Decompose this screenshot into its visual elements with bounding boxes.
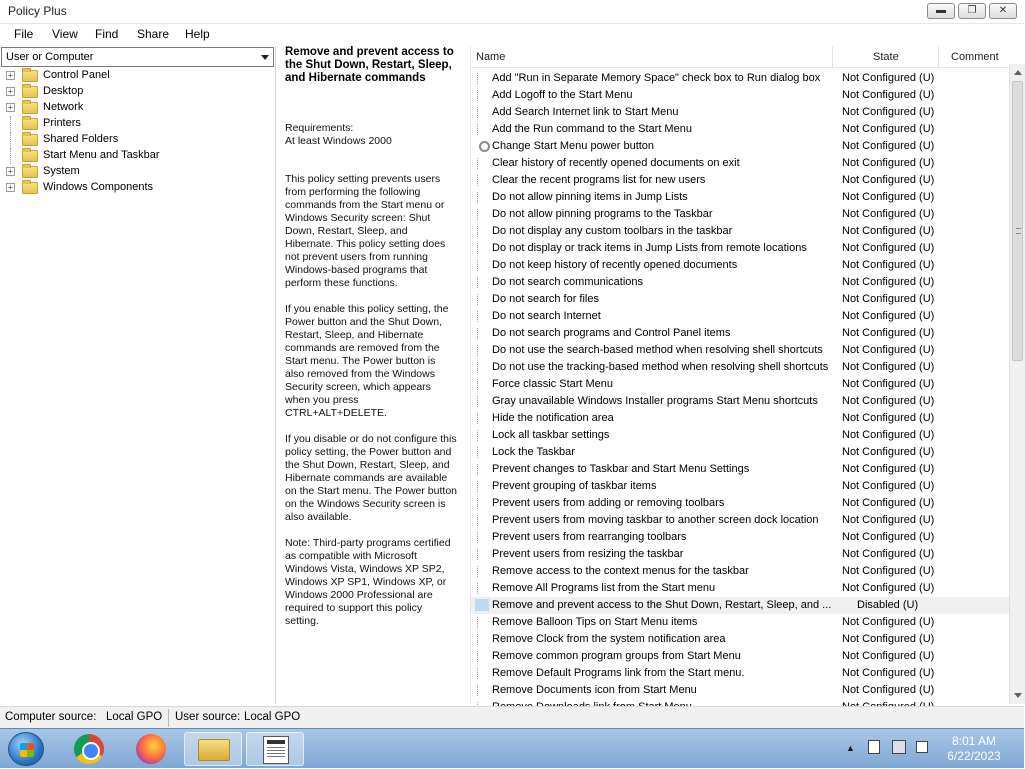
chrome-icon [74, 734, 104, 764]
policy-state: Not Configured (U) [842, 72, 935, 84]
policy-icon [477, 192, 483, 203]
policy-name: Gray unavailable Windows Installer programs Start Menu shortcuts [492, 395, 818, 407]
policy-name: Do not display or track items in Jump Lists from remote locations [492, 242, 807, 254]
policy-icon [477, 260, 483, 271]
clock-time: 8:01 AM [951, 734, 997, 748]
column-header-comment[interactable]: Comment [951, 51, 999, 63]
table-row[interactable] [471, 393, 1009, 410]
policy-state: Not Configured (U) [842, 429, 935, 441]
column-separator[interactable] [938, 46, 939, 68]
menu-bar [0, 24, 1024, 44]
status-bar [0, 706, 1024, 728]
tree-item[interactable] [6, 148, 271, 164]
policy-icon [477, 566, 483, 577]
table-row[interactable] [471, 206, 1009, 223]
policy-icon [477, 362, 483, 373]
tree-item[interactable] [6, 164, 271, 180]
volume-muted-icon[interactable] [916, 741, 928, 753]
table-row[interactable] [471, 87, 1009, 104]
action-center-icon[interactable] [868, 740, 880, 754]
section-select-value: User or Computer [6, 51, 94, 63]
policy-name: Do not search communications [492, 276, 644, 288]
policy-name: Hide the notification area [492, 412, 614, 424]
tree-item[interactable] [6, 68, 271, 84]
policy-name: Remove and prevent access to the Shut Down, Restart, Sleep, and ... [492, 599, 832, 611]
menu-share[interactable]: Share [137, 27, 170, 41]
policy-icon [477, 651, 483, 662]
policy-state: Not Configured (U) [842, 633, 935, 645]
policy-name: Prevent users from moving taskbar to another screen dock location [492, 514, 819, 526]
policy-icon [477, 243, 483, 254]
policy-state: Not Configured (U) [842, 412, 935, 424]
menu-view[interactable]: View [52, 27, 78, 41]
policy-name: Lock the Taskbar [492, 446, 575, 458]
requirements-value: At least Windows 2000 [285, 135, 392, 147]
policy-state: Disabled (U) [857, 599, 919, 611]
column-separator[interactable] [832, 46, 833, 68]
policy-state: Not Configured (U) [842, 650, 935, 662]
title-bar [0, 0, 1024, 24]
policy-name: Prevent users from adding or removing toolbars [492, 497, 725, 509]
tree-item-label: Desktop [43, 85, 84, 97]
policy-state: Not Configured (U) [842, 242, 935, 254]
network-icon[interactable] [892, 740, 906, 754]
clock-date: 6/22/2023 [947, 749, 1001, 763]
policy-icon [477, 277, 483, 288]
policy-icon [477, 345, 483, 356]
policy-state: Not Configured (U) [842, 259, 935, 271]
scroll-up-icon[interactable] [1014, 70, 1022, 75]
policy-name: Remove Clock from the system notification area [492, 633, 726, 645]
policy-icon [477, 226, 483, 237]
chevron-down-icon [261, 55, 269, 60]
policy-icon [477, 175, 483, 186]
policy-name: Remove access to the context menus for the taskbar [492, 565, 749, 577]
section-select[interactable] [1, 47, 274, 67]
policy-state: Not Configured (U) [842, 225, 935, 237]
folder-icon [22, 86, 38, 98]
window-title: Policy Plus [8, 4, 67, 18]
table-row[interactable] [471, 104, 1009, 121]
folder-icon [22, 134, 38, 146]
policy-state: Not Configured (U) [842, 395, 935, 407]
policy-state: Not Configured (U) [842, 463, 935, 475]
policy-state: Not Configured (U) [842, 106, 935, 118]
table-row[interactable] [471, 682, 1009, 699]
policy-name: Remove All Programs list from the Start menu [492, 582, 716, 594]
policy-name: Do not allow pinning items in Jump Lists [492, 191, 688, 203]
policy-state: Not Configured (U) [842, 531, 935, 543]
policy-state: Not Configured (U) [842, 480, 935, 492]
tree-item[interactable] [6, 84, 271, 100]
firefox-icon [136, 734, 166, 764]
policy-state: Not Configured (U) [842, 310, 935, 322]
policy-state: Not Configured (U) [842, 378, 935, 390]
close-button[interactable]: ✕ [989, 3, 1017, 19]
tree-item-label: Start Menu and Taskbar [43, 149, 160, 161]
policy-name: Do not keep history of recently opened documents [492, 259, 738, 271]
status-divider [168, 709, 169, 727]
scroll-down-icon[interactable] [1014, 693, 1022, 698]
taskbar-firefox[interactable] [122, 732, 180, 766]
table-row[interactable] [471, 546, 1009, 563]
policy-name: Add Search Internet link to Start Menu [492, 106, 679, 118]
policy-state: Not Configured (U) [842, 89, 935, 101]
table-row[interactable] [471, 427, 1009, 444]
tree-item-label: System [43, 165, 80, 177]
policy-icon [477, 498, 483, 509]
folder-icon [22, 150, 38, 162]
table-row[interactable] [471, 648, 1009, 665]
policy-state: Not Configured (U) [842, 497, 935, 509]
description-paragraph-3: If you disable or do not configure this policy setting, the Power button and the Shut Down, Restart, Sleep, and Hibernate commands are available on the Start menu. The Power button on the Windows Security screen is also available. [285, 433, 460, 523]
policy-name: Prevent users from rearranging toolbars [492, 531, 687, 543]
vertical-scrollbar[interactable] [1009, 64, 1025, 704]
table-row[interactable] [471, 376, 1009, 393]
table-row[interactable] [471, 410, 1009, 427]
table-row[interactable] [471, 597, 1009, 614]
policy-icon [477, 294, 483, 305]
start-button[interactable] [8, 732, 44, 766]
policy-state: Not Configured (U) [842, 361, 935, 373]
policy-state: Not Configured (U) [842, 140, 935, 152]
policy-name: Remove Balloon Tips on Start Menu items [492, 616, 698, 628]
table-row[interactable] [471, 495, 1009, 512]
table-row[interactable] [471, 529, 1009, 546]
policy-name: Do not allow pinning programs to the Taskbar [492, 208, 713, 220]
taskbar-file-explorer[interactable] [184, 732, 242, 766]
policy-state: Not Configured (U) [842, 293, 935, 305]
policy-name: Prevent users from resizing the taskbar [492, 548, 684, 560]
policy-state: Not Configured (U) [842, 616, 935, 628]
policy-name: Lock all taskbar settings [492, 429, 610, 441]
computer-source-label: Computer source: [5, 711, 97, 723]
policy-name: Force classic Start Menu [492, 378, 614, 390]
policy-icon [477, 328, 483, 339]
policy-icon [477, 685, 483, 696]
clock[interactable] [944, 734, 1004, 764]
policy-icon [477, 158, 483, 169]
policy-name: Do not search Internet [492, 310, 601, 322]
policy-state: Not Configured (U) [842, 191, 935, 203]
expand-icon[interactable]: + [6, 167, 15, 176]
tree-line [10, 148, 11, 164]
expand-icon[interactable]: + [6, 87, 15, 96]
policy-icon [477, 379, 483, 390]
table-row[interactable] [471, 614, 1009, 631]
policy-icon [477, 413, 483, 424]
policy-icon [477, 549, 483, 560]
taskbar-chrome[interactable] [60, 732, 118, 766]
maximize-button[interactable]: ❐ [958, 3, 986, 19]
table-row[interactable] [471, 138, 1009, 155]
policy-plus-icon [263, 736, 289, 764]
policy-name: Do not search programs and Control Panel items [492, 327, 731, 339]
policy-title: Remove and prevent access to the Shut Down, Restart, Sleep, and Hibernate commands [285, 46, 454, 84]
user-source-value[interactable]: Local GPO [244, 711, 301, 723]
policy-state: Not Configured (U) [842, 123, 935, 135]
requirements-label: Requirements: [285, 122, 354, 134]
tree-item-label: Printers [43, 117, 81, 129]
policy-icon [475, 599, 489, 611]
policy-description-pane [277, 46, 468, 704]
table-row[interactable] [471, 342, 1009, 359]
table-row[interactable] [471, 461, 1009, 478]
policy-state: Not Configured (U) [842, 548, 935, 560]
expand-icon[interactable]: + [6, 183, 15, 192]
table-row[interactable] [471, 223, 1009, 240]
table-row[interactable] [471, 665, 1009, 682]
policy-name: Remove Documents icon from Start Menu [492, 684, 697, 696]
policy-state: Not Configured (U) [842, 276, 935, 288]
policy-icon [477, 532, 483, 543]
policy-name: Do not search for files [492, 293, 599, 305]
table-row[interactable] [471, 155, 1009, 172]
policy-state: Not Configured (U) [842, 327, 935, 339]
policy-name: Clear history of recently opened documents on exit [492, 157, 740, 169]
table-row[interactable] [471, 274, 1009, 291]
policy-name: Add "Run in Separate Memory Space" check box to Run dialog box [492, 72, 821, 84]
policy-state: Not Configured (U) [842, 514, 935, 526]
category-pane [0, 46, 276, 704]
menu-help[interactable]: Help [185, 27, 210, 41]
policy-icon [477, 311, 483, 322]
policy-state: Not Configured (U) [842, 446, 935, 458]
policy-state: Not Configured (U) [842, 174, 935, 186]
tree-line [10, 116, 11, 132]
table-row[interactable] [471, 478, 1009, 495]
policy-list [470, 46, 1024, 704]
policy-name: Do not display any custom toolbars in the taskbar [492, 225, 733, 237]
tree-line [10, 132, 11, 148]
table-row[interactable] [471, 257, 1009, 274]
expand-icon[interactable]: + [6, 71, 15, 80]
table-row[interactable] [471, 189, 1009, 206]
menu-find[interactable]: Find [95, 27, 119, 41]
policy-name: Prevent grouping of taskbar items [492, 480, 657, 492]
policy-state: Not Configured (U) [842, 582, 935, 594]
folder-icon [22, 182, 38, 194]
policy-name: Remove common program groups from Start Menu [492, 650, 741, 662]
menu-file[interactable]: File [14, 27, 34, 41]
policy-name: Add the Run command to the Start Menu [492, 123, 692, 135]
policy-state: Not Configured (U) [842, 157, 935, 169]
column-header-name[interactable]: Name [476, 51, 506, 63]
policy-rows [471, 70, 1009, 704]
tree-item[interactable] [6, 132, 271, 148]
table-row[interactable] [471, 580, 1009, 597]
policy-icon [477, 668, 483, 679]
policy-icon [477, 634, 483, 645]
tree-item-label: Network [43, 101, 84, 113]
table-row[interactable] [471, 563, 1009, 580]
scroll-thumb[interactable] [1012, 81, 1023, 361]
description-paragraph-2: If you enable this policy setting, the Power button and the Shut Down, Restart, Sleep, and Hibernate commands are removed from the Start menu. The Power button is also removed from the Windows Security screen, which appears when you press CTRL+ALT+DELETE. [285, 303, 452, 419]
description-paragraph-4: Note: Third-party programs certified as compatible with Microsoft Windows Vista, Windows XP SP2, Windows XP SP1, Windows XP, or Windows 2000 Professional are required to support this policy setting. [285, 537, 454, 627]
grip-icon [1016, 228, 1021, 234]
policy-name: Change Start Menu power button [492, 140, 655, 152]
policy-state: Not Configured (U) [842, 565, 935, 577]
policy-icon [477, 515, 483, 526]
list-header [471, 46, 1009, 68]
minimize-button[interactable]: ▬ [927, 3, 955, 19]
policy-name: Do not use the search-based method when resolving shell shortcuts [492, 344, 823, 356]
policy-icon [477, 447, 483, 458]
tree-item-label: Control Panel [43, 69, 110, 81]
policy-name: Prevent changes to Taskbar and Start Menu Settings [492, 463, 750, 475]
tree-item[interactable] [6, 180, 271, 196]
policy-icon [477, 430, 483, 441]
policy-name: Clear the recent programs list for new users [492, 174, 706, 186]
policy-name: Remove Default Programs link from the Start menu. [492, 667, 745, 679]
folder-icon [22, 102, 38, 114]
table-row[interactable] [471, 631, 1009, 648]
table-row[interactable] [471, 172, 1009, 189]
taskbar-policy-plus[interactable] [246, 732, 304, 766]
table-row[interactable] [471, 512, 1009, 529]
table-row[interactable] [471, 70, 1009, 87]
folder-icon [198, 739, 230, 761]
table-row[interactable] [471, 291, 1009, 308]
policy-state: Not Configured (U) [842, 667, 935, 679]
policy-state: Not Configured (U) [842, 344, 935, 356]
policy-icon [477, 481, 483, 492]
policy-icon [477, 617, 483, 628]
tree-item[interactable] [6, 100, 271, 116]
windows-logo-icon [20, 743, 34, 757]
policy-icon [477, 464, 483, 475]
table-row[interactable] [471, 325, 1009, 342]
policy-icon [477, 124, 483, 135]
policy-state: Not Configured (U) [842, 208, 935, 220]
expand-icon[interactable]: + [6, 103, 15, 112]
tree-item-label: Windows Components [43, 181, 154, 193]
policy-state: Not Configured (U) [842, 684, 935, 696]
policy-icon [477, 583, 483, 594]
folder-icon [22, 166, 38, 178]
policy-icon [477, 107, 483, 118]
policy-icon [477, 73, 483, 84]
table-row[interactable] [471, 121, 1009, 138]
policy-icon [477, 209, 483, 220]
tree-item[interactable] [6, 116, 271, 132]
table-row[interactable] [471, 240, 1009, 257]
table-row[interactable] [471, 308, 1009, 325]
policy-name: Add Logoff to the Start Menu [492, 89, 633, 101]
tree-item-label: Shared Folders [43, 133, 119, 145]
column-header-state[interactable]: State [873, 51, 899, 63]
policy-icon [477, 396, 483, 407]
taskbar [0, 728, 1024, 768]
gear-icon [479, 141, 490, 152]
description-paragraph-1: This policy setting prevents users from performing the following commands from the Start menu or Windows Security screen: Shut Down, Restart, Sleep, and Hibernate. This policy setting does not prevent users from running Windows-based programs that perform these functions. [285, 173, 449, 289]
user-source-label: User source: [175, 711, 241, 723]
folder-icon [22, 118, 38, 130]
computer-source-value[interactable]: Local GPO [106, 711, 163, 723]
table-row[interactable] [471, 444, 1009, 461]
policy-icon [477, 90, 483, 101]
policy-name: Do not use the tracking-based method when resolving shell shortcuts [492, 361, 829, 373]
table-row[interactable] [471, 359, 1009, 376]
folder-icon [22, 70, 38, 82]
show-hidden-icons-icon[interactable]: ▲ [846, 743, 855, 753]
